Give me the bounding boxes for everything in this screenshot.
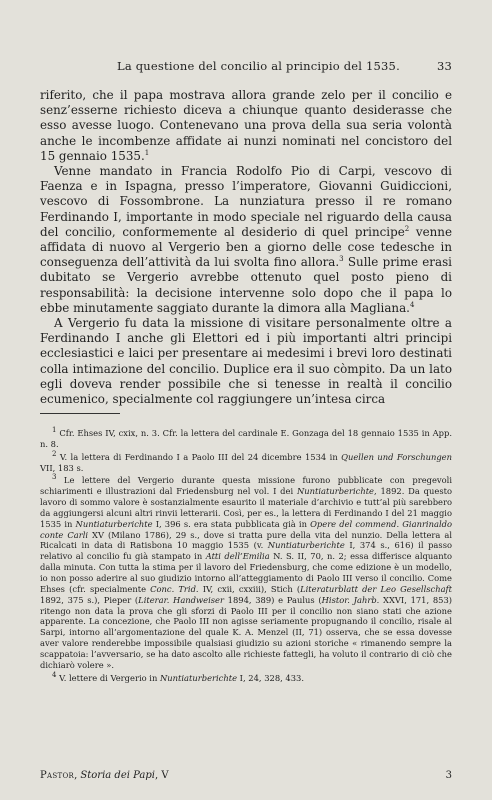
running-title: La questione del concilio al principio del 1535. — [117, 59, 400, 73]
page-number: 33 — [436, 59, 452, 73]
book-signature: Pastor, Storia dei Papi, V — [40, 770, 169, 781]
footnote-divider — [40, 413, 120, 414]
footnote: $^3$ Le lettere del Vergerio durante questa missione furono pubblicate con pregevoli schiarimenti e illustrazioni dal Friedensburg nel vol. I dei Nuntiaturberichte, 1892. Da questo lavoro di sommo valore è sostanzialmente esaurito il materiale d’archivio e tutt’al più sarebbero da aggiungersi alcuni altri rinvii letterarii. Così, per es., la lettera di Ferdinando I del 21 maggio 1535 in Nuntiaturberichte I, 396 s. era stata pubblicata già in Opere del commend. Gianrinaldo conte Carli XV (Milano 1786), 29 s., dove si tratta pure della vita del nunzio. Della lettera al Ricalcati in data di Ratisbona 10 maggio 1535 (v. Nuntiaturberichte I, 374 s., 616) il passo relativo al concilio fu già stampato in Atti dell’Emilia N. S. II, 70, n. 2; essa differisce alquanto dalla minuta. Con tutta la stima per il lavoro del Friedensburg, che come edizione è un modello, io non posso aderire al suo giudizio intorno all’atteggiamento di Paolo III verso il concilio. Come Ehses (cfr. specialmente Conc. Trid. IV, cxii, cxxiii), Stich (Literaturblatt der Leo Gesellschaft 1892, 375 s.), Pieper (Literar. Handweiser 1894, 389) e Paulus (Histor. Jahrb. XXVI, 171, 853) ritengo non data la prova che gli sforzi di Paolo III per il concilio non siano stati che azione apparente. La concezione, che Paolo III non agisse seriamente propugnando il concilio, risale al Sarpi, intorno all’argomentazione del quale K. A. Menzel (II, 71) osserva, che se essa dovesse aver valore renderebbe impossibile qualsiasi giudizio su azioni storiche « rimanendo sempre la scappatoia: l’avversario, se ha dato ascolto alle richieste fattegli, ha voluto il contrario di ciò che dichiarò volere ». — [40, 473, 453, 670]
main-text — [40, 88, 452, 407]
footnote: $^2$ V. la lettera di Ferdinando I a Paolo III del 24 dicembre 1534 in Quellen und Forschungen VII, 183 s. — [40, 449, 452, 473]
signature-number: 3 — [445, 770, 452, 781]
footnote-ref: 4 — [409, 300, 415, 309]
page-footer — [40, 770, 452, 781]
running-header — [40, 59, 452, 73]
footnote-ref: 1 — [144, 148, 150, 157]
paragraph: Venne mandato in Francia Rodolfo Pio di Carpi, vescovo di Faenza e in Ispagna, presso l’imperatore, Giovanni Guidiccioni, vescovo di Fossombrone. La nunziatura presso il re romano Ferdinando I, importante in modo speciale nel riguardo della causa del concilio, conformemente al desiderio di quel principe$^2$ venne affidata di nuovo al Vergerio ben a giorno delle cose tedesche in conseguenza dell’attività da lui svolta fino allora.$^3$ Sulle prime erasi dubitato se Vergerio avrebbe ottenuto quel posto pieno di responsabilità: la decisione intervenne solo dopo che il papa lo ebbe minutamente saggiato durante la dimora alla Magliana.$^4$ — [40, 164, 453, 315]
footnotes — [40, 428, 452, 685]
footnote-ref: 2 — [404, 224, 410, 233]
footnote-ref: 3 — [339, 255, 344, 264]
footnote: $^1$ Cfr. Ehses IV, cxix, n. 3. Cfr. la lettera del cardinale E. Gonzaga del 18 gennaio 1535 in App. n. 8. — [40, 426, 452, 449]
footnote: $^4$ V. lettere di Vergerio in Nuntiaturberichte I, 24, 328, 433. — [52, 670, 305, 683]
paragraph: riferito, che il papa mostrava allora grande zelo per il concilio e senz’esserne richiesto diceva a chiunque quanto desiderasse che esso avesse luogo. Contenevano una prova della sua seria volontà anche le incombenze affidate ai nunzi nominati nel concistoro del 15 gennaio 1535.$^1$ — [40, 88, 452, 163]
paragraph: A Vergerio fu data la missione di visitare personalmente oltre a Ferdinando I anche gli Elettori ed i più importanti altri principi ecclesiastici e laici per presentare ai medesimi i brevi loro destinati colla intimazione del concilio. Duplice era il suo còmpito. Da un lato egli doveva render possibile che si tenesse in realtà il concilio ecumenico, specialmente col raggiungere un’intesa circa — [40, 316, 452, 407]
